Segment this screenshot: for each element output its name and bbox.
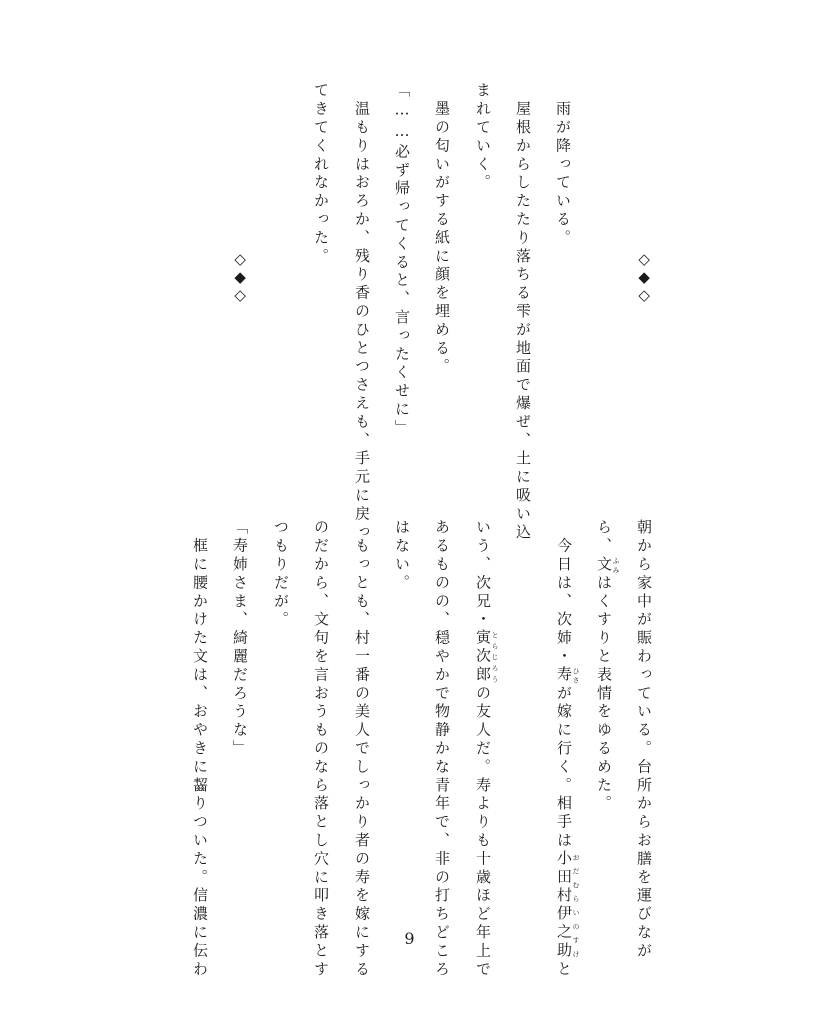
text-segment: の友人だ。寿よりも十歳ほど年上で xyxy=(474,684,492,980)
ruby-word xyxy=(555,850,580,906)
text-segment: が嫁に行く。相手は xyxy=(555,684,573,851)
page-number: 9 xyxy=(404,929,415,948)
text-line: てきてくれなかった。 xyxy=(312,82,330,266)
text-line: 温もりはおろか、残り香のひとつさえも、手元に戻っ xyxy=(353,82,371,542)
ruby-reading: ふみ xyxy=(612,555,620,575)
text-segment: いう、次兄・ xyxy=(474,519,492,630)
text-line: 朝から家中が賑わっている。台所からお膳を運びなが xyxy=(635,519,653,961)
text-line: 框に腰かけた文は、おやきに齧りついた。信濃に伝わ xyxy=(191,519,209,979)
ruby-reading: おだむら xyxy=(572,850,580,906)
ruby-word xyxy=(595,555,620,575)
ruby-base: 小田村 xyxy=(555,850,573,906)
ruby-word xyxy=(474,629,499,685)
section-separator: ◇◆◇ xyxy=(231,250,250,304)
text-line xyxy=(475,519,499,979)
ruby-base: 寅次郎 xyxy=(474,629,492,685)
text-line: もっとも、村一番の美人でしっかり者の寿を嫁にする xyxy=(353,519,371,979)
text-line: はない。 xyxy=(393,519,411,593)
text-line: 「寿姉さま、綺麗だろうな」 xyxy=(231,519,249,759)
ruby-base: 文 xyxy=(595,555,613,575)
ruby-reading: ひさ xyxy=(572,666,580,685)
text-line: 雨が降っている。 xyxy=(554,82,572,248)
text-line: つもりだが。 xyxy=(272,519,290,630)
ruby-word xyxy=(555,666,580,685)
section-separator: ◇◆◇ xyxy=(635,250,654,304)
text-line: あるものの、穏やかで物静かな青年で、非の打ちどころ xyxy=(433,519,451,979)
text-segment: と xyxy=(555,960,573,980)
text-line xyxy=(596,519,620,813)
text-segment: 今日は、次姉・ xyxy=(555,519,573,667)
text-line: 「……必ず帰ってくると、言ったくせに」 xyxy=(393,82,411,438)
text-segment: はくすりと表情をゆるめた。 xyxy=(595,574,613,814)
ruby-base: 寿 xyxy=(555,666,573,685)
text-line: 墨の匂いがする紙に顔を埋める。 xyxy=(433,82,451,377)
ruby-base: 伊之助 xyxy=(555,905,573,961)
text-line xyxy=(556,519,580,979)
text-segment: ら、 xyxy=(595,519,613,556)
ruby-reading: いのすけ xyxy=(572,905,580,961)
text-line: まれていく。 xyxy=(474,82,492,193)
text-line: のだから、文句を言おうものなら落とし穴に叩き落とす xyxy=(312,519,330,979)
ruby-reading: とらじろう xyxy=(491,629,499,685)
text-line: 屋根からしたたり落ちる雫が地面で爆ぜ、土に吸い込 xyxy=(514,82,532,542)
